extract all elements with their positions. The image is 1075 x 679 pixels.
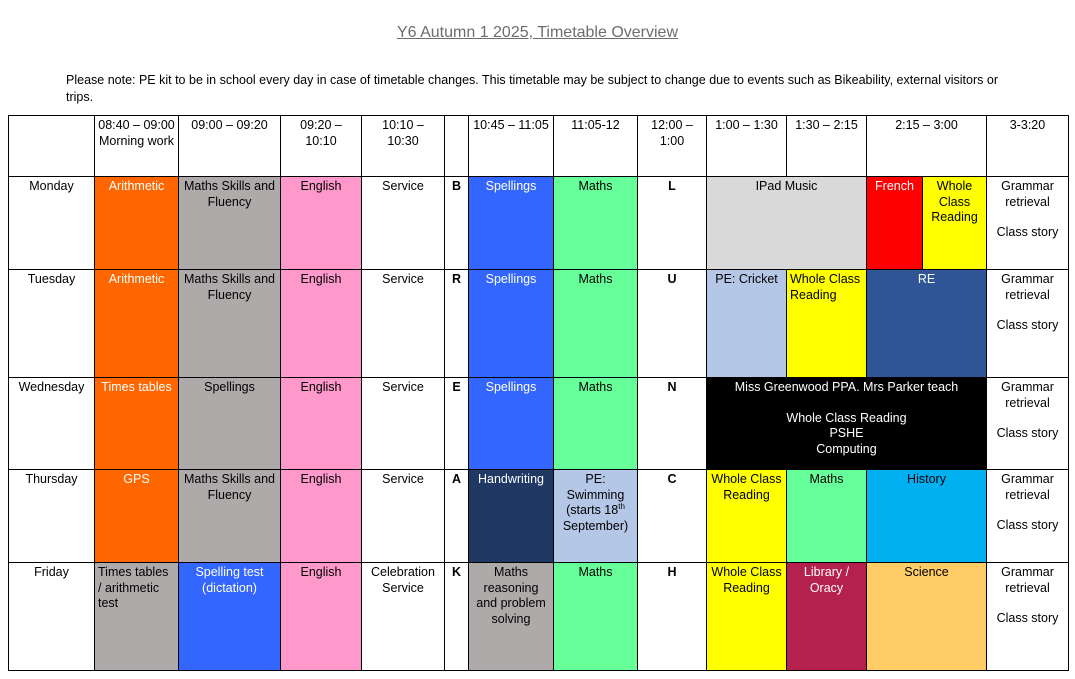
header-time-5: 10:45 – 11:05	[469, 116, 554, 177]
header-break	[445, 116, 469, 177]
fri-maths-reasoning: Maths reasoning and problem solving	[469, 563, 554, 671]
header-time-4: 10:10 – 10:30	[362, 116, 445, 177]
thu-swimming-label: PE: Swimming (starts 18	[566, 472, 625, 517]
day-label-thursday: Thursday	[9, 470, 95, 563]
wed-end-of-day	[987, 378, 1069, 470]
tue-english: English	[281, 270, 362, 378]
fri-celebration-service: Celebration Service	[362, 563, 445, 671]
fri-times-tables-test: Times tables / arithmetic test	[95, 563, 179, 671]
fri-spelling-test: Spelling test (dictation)	[179, 563, 281, 671]
fri-science: Science	[867, 563, 987, 671]
header-time-3: 09:20 – 10:10	[281, 116, 362, 177]
fri-class-story: Class story	[996, 611, 1059, 625]
header-time-8: 1:00 – 1:30	[707, 116, 787, 177]
thu-end-of-day	[987, 470, 1069, 563]
thu-history: History	[867, 470, 987, 563]
fri-whole-class-reading: Whole Class Reading	[707, 563, 787, 671]
pe-kit-note: Please note: PE kit to be in school every day in case of timetable changes. This timetable may be subject to change due to events such as Bikeability, external visitors or trips.	[66, 73, 998, 104]
thu-service: Service	[362, 470, 445, 563]
header-time-1	[95, 116, 179, 177]
wed-ppa-note: Miss Greenwood PPA. Mrs Parker teach	[734, 380, 959, 394]
mon-french: French	[867, 177, 923, 270]
thu-class-story: Class story	[996, 518, 1059, 532]
lunch-letter-c: C	[638, 470, 707, 563]
wed-spellings: Spellings	[469, 378, 554, 470]
wed-whole-class-reading: Whole Class Reading	[786, 410, 907, 425]
mon-service: Service	[362, 177, 445, 270]
header-time-1-label: 08:40 – 09:00	[98, 118, 175, 132]
day-row-tuesday	[9, 270, 1069, 378]
tue-maths: Maths	[554, 270, 638, 378]
break-letter-a: A	[445, 470, 469, 563]
break-letter-r: R	[445, 270, 469, 378]
tue-re: RE	[867, 270, 987, 378]
mon-whole-class-reading: Whole Class Reading	[923, 177, 987, 270]
tue-spellings: Spellings	[469, 270, 554, 378]
day-label-wednesday: Wednesday	[9, 378, 95, 470]
header-corner	[9, 116, 95, 177]
day-row-thursday	[9, 470, 1069, 563]
header-time-7: 12:00 – 1:00	[638, 116, 707, 177]
timetable	[8, 115, 1069, 671]
mon-ipad-music: IPad Music	[707, 177, 867, 270]
mon-end-of-day	[987, 177, 1069, 270]
header-time-10: 2:15 – 3:00	[867, 116, 987, 177]
header-time-2: 09:00 – 09:20	[179, 116, 281, 177]
header-time-6: 11:05-12	[554, 116, 638, 177]
mon-maths: Maths	[554, 177, 638, 270]
fri-grammar-retrieval: Grammar retrieval	[1001, 565, 1054, 595]
day-label-monday: Monday	[9, 177, 95, 270]
wed-spellings-grey: Spellings	[179, 378, 281, 470]
mon-english: English	[281, 177, 362, 270]
mon-class-story: Class story	[996, 225, 1059, 239]
mon-arithmetic: Arithmetic	[95, 177, 179, 270]
day-row-friday	[9, 563, 1069, 671]
thu-grammar-retrieval: Grammar retrieval	[1001, 472, 1054, 502]
tue-maths-skills: Maths Skills and Fluency	[179, 270, 281, 378]
lunch-letter-n: N	[638, 378, 707, 470]
lunch-letter-u: U	[638, 270, 707, 378]
thu-handwriting: Handwriting	[469, 470, 554, 563]
wed-pshe: PSHE	[829, 426, 864, 440]
day-label-friday: Friday	[9, 563, 95, 671]
thu-maths-afternoon: Maths	[787, 470, 867, 563]
tue-pe-cricket: PE: Cricket	[707, 270, 787, 378]
header-time-11: 3-3:20	[987, 116, 1069, 177]
tue-service: Service	[362, 270, 445, 378]
page-title: Y6 Autumn 1 2025, Timetable Overview	[396, 24, 679, 41]
break-letter-k: K	[445, 563, 469, 671]
thu-english: English	[281, 470, 362, 563]
wed-computing: Computing	[816, 441, 877, 456]
thu-pe-swimming	[554, 470, 638, 563]
header-row	[9, 116, 1069, 177]
thu-whole-class-reading: Whole Class Reading	[707, 470, 787, 563]
fri-end-of-day	[987, 563, 1069, 671]
tue-grammar-retrieval: Grammar retrieval	[1001, 272, 1054, 302]
fri-maths: Maths	[554, 563, 638, 671]
thu-swimming-month: September)	[562, 518, 629, 533]
fri-english: English	[281, 563, 362, 671]
lunch-letter-h: H	[638, 563, 707, 671]
wed-times-tables: Times tables	[95, 378, 179, 470]
day-row-monday	[9, 177, 1069, 270]
header-time-9: 1:30 – 2:15	[787, 116, 867, 177]
tue-arithmetic: Arithmetic	[95, 270, 179, 378]
break-letter-e: E	[445, 378, 469, 470]
wed-maths: Maths	[554, 378, 638, 470]
day-row-wednesday	[9, 378, 1069, 470]
tue-whole-class-reading: Whole Class Reading	[787, 270, 867, 378]
wed-service: Service	[362, 378, 445, 470]
wed-english: English	[281, 378, 362, 470]
break-letter-b: B	[445, 177, 469, 270]
tue-end-of-day	[987, 270, 1069, 378]
wed-ppa-block	[707, 378, 987, 470]
fri-library-oracy: Library / Oracy	[787, 563, 867, 671]
wed-class-story: Class story	[996, 426, 1059, 440]
day-label-tuesday: Tuesday	[9, 270, 95, 378]
thu-maths-skills: Maths Skills and Fluency	[179, 470, 281, 563]
mon-maths-skills: Maths Skills and Fluency	[179, 177, 281, 270]
tue-class-story: Class story	[996, 318, 1059, 332]
mon-grammar-retrieval: Grammar retrieval	[1001, 179, 1054, 209]
header-morning-work: Morning work	[98, 133, 175, 148]
thu-gps: GPS	[95, 470, 179, 563]
wed-grammar-retrieval: Grammar retrieval	[1001, 380, 1054, 410]
lunch-letter-l: L	[638, 177, 707, 270]
mon-spellings: Spellings	[469, 177, 554, 270]
thu-swimming-ordinal: th	[618, 501, 625, 511]
